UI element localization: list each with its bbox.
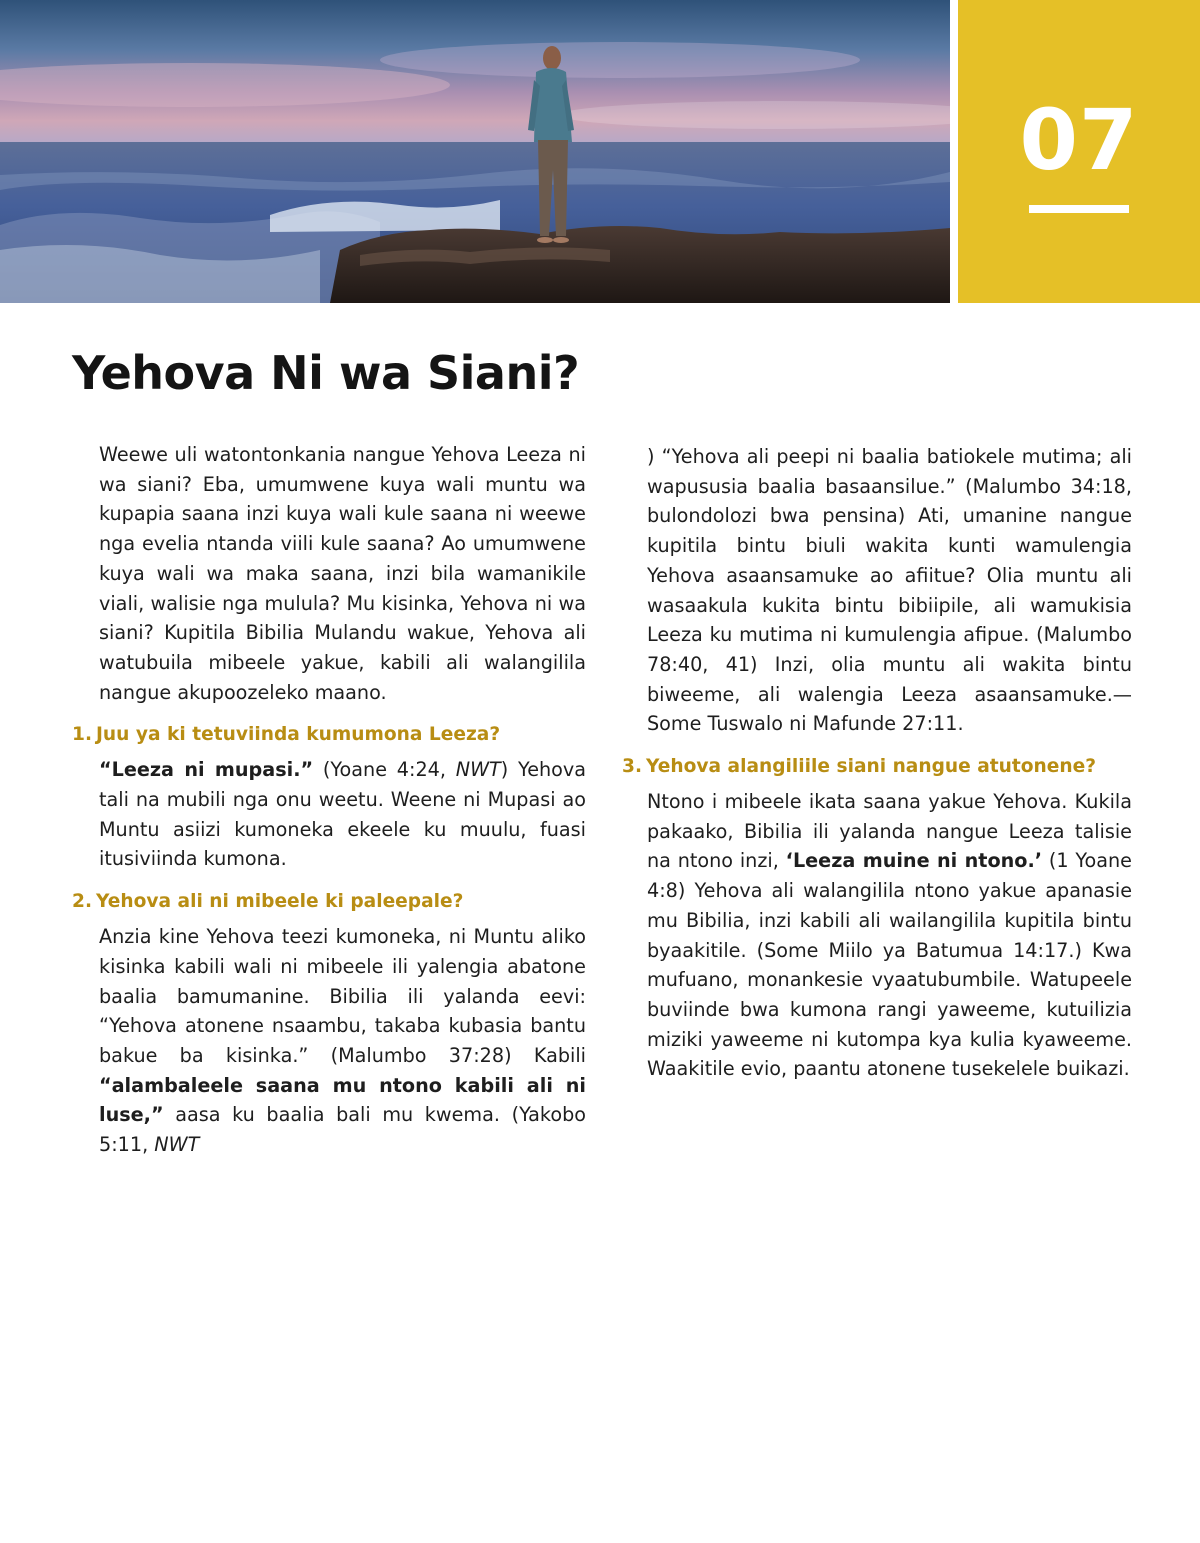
question-1-number: 1. [72, 724, 93, 746]
question-2-number: 2. [72, 891, 93, 913]
answer-3-paragraph [622, 787, 1132, 1084]
answer-2-text: aasa ku baalia bali mu kwema. (Yakobo 5:11, [99, 1103, 586, 1157]
answer-3-text: (1 Yoane 4:8) Yehova ali walangilila ntono yakue apanasie mu Bibilia, inzi kabili ali wailangilila kupitila bintu byaakitile. (Some Miilo ya Batumua 14:17.) Kwa mufuano, monankesie vyaatubumbile. Watupeele buviinde bwa kumona rangi yaweeme, kutuilizia miziki yaweeme ni kutompa kya kulia kyaweeme. Waakitile evio, paantu atonene tusekelele buikazi. [647, 849, 1132, 1081]
page-title: Yehova Ni wa Siani? [72, 346, 580, 400]
chapter-underline [1029, 205, 1129, 213]
answer-2-bold: “alambaleele saana mu ntono kabili ali ni luse,” [99, 1073, 586, 1127]
answer-2-italic: NWT [154, 1133, 200, 1157]
right-column [622, 442, 1132, 1084]
answer-2-paragraph-part-b: ) “Yehova ali peepi ni baalia batiokele mutima; ali wapususia baalia basaansilue.” (Malumbo 34:18, bulondolozi bwa pensina) Ati, umanine nangue kupitila bintu biuli wakita kunti wamulengia Yehova asaansamuke ao afiitue? Olia muntu ali wasaakula kukita bintu bibiipile, ali wamukisia Leeza ku mutima ni kumulengia afipue. (Malumbo 78:40, 41) Inzi, olia muntu ali wakita bintu biweeme, ali walengia Leeza asaansamuke.—Some Tuswalo ni Mafunde 27:11. [647, 445, 1132, 736]
question-1-heading [72, 721, 586, 749]
hero-photo [0, 0, 950, 303]
question-3-text: Yehova alangiliile siani nangue atutonene? [646, 756, 1097, 778]
question-2-text: Yehova ali ni mibeele ki paleepale? [96, 891, 464, 913]
answer-1-text: (Yoane 4:24, [313, 758, 456, 782]
chapter-number-box [958, 0, 1200, 303]
question-3-number: 3. [622, 756, 643, 778]
left-column [72, 440, 586, 1160]
question-1-text: Juu ya ki tetuviinda kumumona Leeza? [96, 724, 501, 746]
intro-paragraph: Weewe uli watontonkania nangue Yehova Leeza ni wa siani? Eba, umumwene kuya wali muntu wa kupapia saana inzi kuya wali kule saana ni weewe nga evelia ntanda viili kule saana? Ao umumwene kuya wali wa maka saana, inzi bila wamanikile viali, walisie nga mulula? Mu kisinka, Yehova ni wa siani? Kupitila Bibilia Mulandu wakue, Yehova ali watubuila mibeele yakue, kabili ali walangilila nangue akupoozeleko maano. [99, 443, 586, 704]
chapter-number: 07 [1019, 91, 1139, 189]
answer-1-paragraph [72, 755, 586, 874]
answer-1-italic: NWT [455, 758, 501, 782]
seaside-photo-illustration [0, 0, 950, 303]
answer-1-text: ) Yehova tali na mubili nga onu weetu. Weene ni Mupasi ao Muntu asiizi kumoneka ekeele ku muulu, fuasi itusiviinda kumona. [99, 758, 587, 871]
answer-2-text: Anzia kine Yehova teezi kumoneka, ni Muntu aliko kisinka kabili wali ni mibeele ili yalengia abatone baalia bamumanine. Bibilia ili yalanda eevi: “Yehova atonene nsaambu, takaba kubasia bantu bakue ba kisinka.” (Malumbo 37:28) Kabili [99, 925, 586, 1067]
answer-1-bold: “Leeza ni mupasi.” [99, 758, 314, 782]
answer-2-paragraph-part-a [72, 922, 586, 1160]
answer-3-bold: ‘Leeza muine ni ntono.’ [785, 849, 1043, 873]
question-2-heading [72, 888, 586, 916]
answer-3-text: Ntono i mibeele ikata saana yakue Yehova. Kukila pakaako, Bibilia ili yalanda nangue Leeza talisie na ntono inzi, [647, 790, 1132, 873]
question-3-heading [622, 753, 1132, 781]
